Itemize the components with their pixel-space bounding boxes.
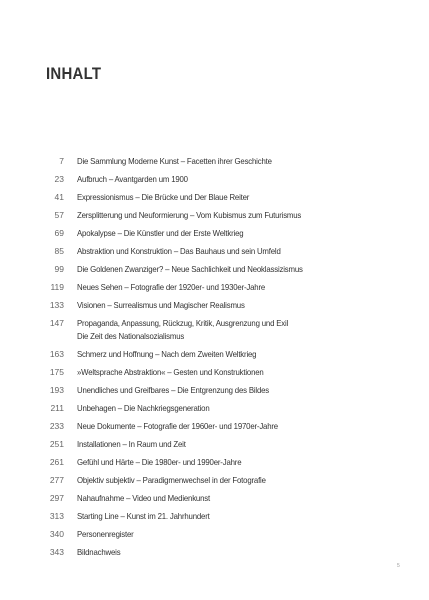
toc-page-number: 23 [54, 174, 64, 184]
page-title: INHALT [46, 64, 102, 83]
toc-title: Aufbruch – Avantgarden um 1900 [77, 174, 188, 184]
toc-entry[interactable] [40, 456, 410, 469]
toc-entry[interactable] [40, 348, 410, 361]
toc-title: Zersplitterung und Neuformierung – Vom Kubismus zum Futurismus [77, 210, 302, 220]
toc-page-number: 147 [49, 318, 64, 328]
toc-entry[interactable] [40, 384, 410, 397]
toc-title: Objektiv subjektiv – Paradigmenwechsel in der Fotografie [77, 475, 266, 485]
toc-entry[interactable] [40, 263, 410, 276]
toc-page-number: 133 [49, 300, 64, 310]
toc-entry[interactable] [40, 227, 410, 240]
toc-page-number: 69 [54, 228, 64, 238]
toc-entry[interactable] [40, 492, 410, 505]
toc-page-number: 175 [49, 367, 64, 377]
toc-page-number: 85 [54, 246, 64, 256]
toc-entry[interactable] [40, 528, 410, 541]
toc-entry[interactable] [40, 317, 410, 343]
toc-page-number: 313 [49, 511, 64, 521]
toc-page-number: 193 [49, 385, 64, 395]
toc-page-number: 7 [59, 156, 64, 166]
toc-title [77, 317, 288, 343]
toc-title: Die Goldenen Zwanziger? – Neue Sachlichkeit und Neoklassizismus [77, 264, 303, 274]
toc-page-number: 297 [49, 493, 64, 503]
toc-entry[interactable] [40, 438, 410, 451]
toc-title: Bildnachweis [77, 547, 121, 557]
toc-title: Nahaufnahme – Video und Medienkunst [77, 493, 210, 503]
toc-title: Abstraktion und Konstruktion – Das Bauhaus und sein Umfeld [77, 246, 281, 256]
toc-title: Neues Sehen – Fotografie der 1920er- und 1930er-Jahre [77, 282, 266, 292]
toc-title: Gefühl und Härte – Die 1980er- und 1990er-Jahre [77, 457, 242, 467]
toc-entry[interactable] [40, 546, 410, 559]
table-of-contents [40, 155, 410, 564]
toc-page-number: 163 [49, 349, 64, 359]
toc-entry[interactable] [40, 474, 410, 487]
toc-title: Installationen – In Raum und Zeit [77, 439, 186, 449]
toc-entry[interactable] [40, 191, 410, 204]
toc-page-number: 233 [49, 421, 64, 431]
toc-page-number: 41 [54, 192, 64, 202]
toc-entry[interactable] [40, 366, 410, 379]
toc-entry[interactable] [40, 173, 410, 186]
toc-page-number: 99 [54, 264, 64, 274]
toc-entry[interactable] [40, 299, 410, 312]
toc-entry[interactable] [40, 209, 410, 222]
toc-entry[interactable] [40, 245, 410, 258]
toc-page-number: 251 [49, 439, 64, 449]
toc-title: »Weltsprache Abstraktion« – Gesten und Konstruktionen [77, 367, 264, 377]
toc-page-number: 261 [49, 457, 64, 467]
toc-title: Die Sammlung Moderne Kunst – Facetten ihrer Geschichte [77, 156, 272, 166]
toc-page-number: 211 [50, 403, 64, 413]
toc-title: Apokalypse – Die Künstler und der Erste Weltkrieg [77, 228, 244, 238]
page-number: 5 [397, 563, 400, 569]
toc-title-line: Die Zeit des Nationalsozialismus [77, 331, 185, 341]
toc-page-number: 57 [54, 210, 64, 220]
toc-entry[interactable] [40, 155, 410, 168]
toc-title-line: Propaganda, Anpassung, Rückzug, Kritik, Ausgrenzung und Exil [77, 318, 289, 328]
toc-title: Visionen – Surrealismus und Magischer Realismus [77, 300, 245, 310]
toc-entry[interactable] [40, 281, 410, 294]
toc-title: Starting Line – Kunst im 21. Jahrhundert [77, 511, 210, 521]
toc-title: Personenregister [77, 529, 134, 539]
toc-entry[interactable] [40, 510, 410, 523]
toc-page-number: 343 [49, 547, 64, 557]
toc-page-number: 119 [50, 282, 64, 292]
toc-title: Schmerz und Hoffnung – Nach dem Zweiten Weltkrieg [77, 349, 257, 359]
toc-page-number: 277 [49, 475, 64, 485]
toc-title: Neue Dokumente – Fotografie der 1960er- und 1970er-Jahre [77, 421, 278, 431]
toc-title: Expressionismus – Die Brücke und Der Blaue Reiter [77, 192, 250, 202]
toc-title: Unendliches und Greifbares – Die Entgrenzung des Bildes [77, 385, 270, 395]
toc-title: Unbehagen – Die Nachkriegsgeneration [77, 403, 210, 413]
toc-page-number: 340 [49, 529, 64, 539]
toc-entry[interactable] [40, 420, 410, 433]
toc-entry[interactable] [40, 402, 410, 415]
